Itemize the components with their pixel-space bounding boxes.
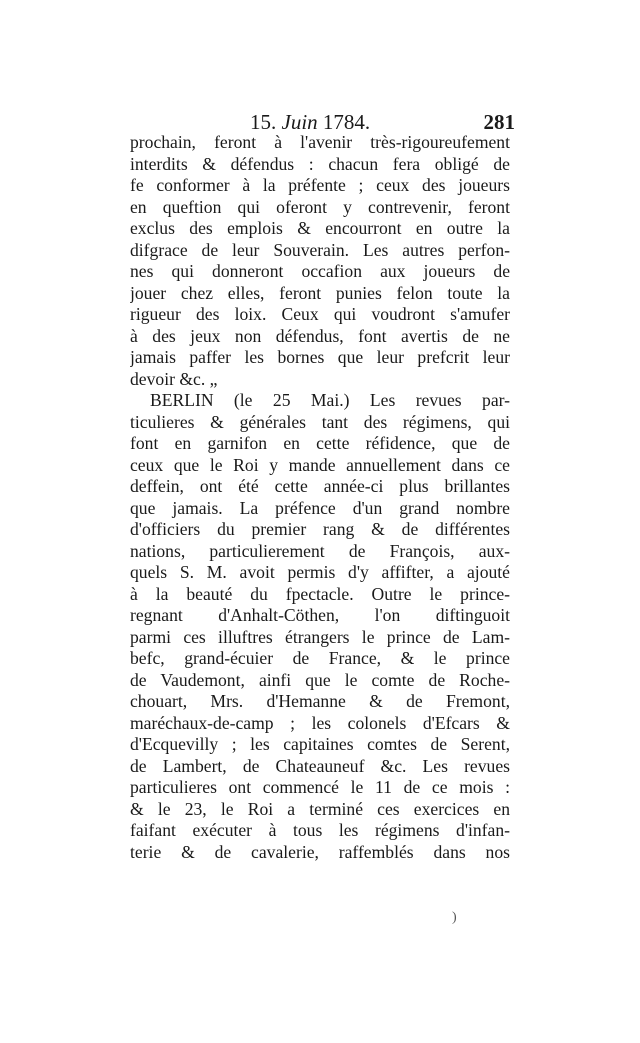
text-line: terie & de cavalerie, raffemblés dans nos [130,841,510,862]
text-line: jamais paffer les bornes que leur prefcrit leur [130,347,510,367]
body-text [130,132,510,863]
text-line: fe conformer à la préfente ; ceux des joueurs [130,175,510,195]
text-line: font en garnifon en cette réfidence, que de [130,433,510,453]
text-line: à la beauté du fpectacle. Outre le prince- [130,583,510,604]
text-line: interdits & défendus : chacun fera obligé de [130,153,510,174]
text-line: ticulieres & générales tant des régimens, qui [130,411,510,432]
text-line: parmi ces illuftres étrangers le prince de Lam- [130,626,510,647]
printer-mark: ) [452,910,457,925]
text-line: rigueur des loix. Ceux qui voudront s'amufer [130,304,510,324]
text-line: que jamais. La préfence d'un grand nombre [130,497,510,518]
text-line: devoir &c. „ [130,368,218,389]
text-line: maréchaux-de-camp ; les colonels d'Efcars & [130,712,510,733]
text-line: nations, particulierement de François, aux- [130,540,510,561]
text-line: exclus des emplois & encourront en outre la [130,218,510,238]
text-line: ceux que le Roi y mande annuellement dans ce [130,454,510,475]
text-line: regnant d'Anhalt-Cöthen, l'on diftinguoit [130,605,510,625]
running-head-day: 15. [250,110,282,134]
text-line: d'officiers du premier rang & de différentes [130,519,510,539]
text-line: en queftion qui oferont y contrevenir, feront [130,196,510,217]
text-line: befc, grand-écuier de France, & le prince [130,648,510,668]
running-head-year: 1784. [317,110,371,134]
text-line: particulieres ont commencé le 11 de ce mois : [130,777,510,797]
text-line: quels S. M. avoit permis d'y affifter, a ajouté [130,562,510,582]
text-line: difgrace de leur Souverain. Les autres perfon- [130,239,510,260]
text-line: & le 23, le Roi a terminé ces exercices en [130,798,510,819]
text-line: jouer chez elles, feront punies felon toute la [130,282,510,303]
text-line: nes qui donneront occafion aux joueurs de [130,261,510,281]
text-line: chouart, Mrs. d'Hemanne & de Fremont, [130,691,510,711]
page-number: 281 [483,110,515,134]
text-line: deffein, ont été cette année-ci plus brillantes [130,476,510,496]
paragraph-start-berlin: BERLIN (le 25 Mai.) Les revues par- [150,390,510,410]
text-line: de Lambert, de Chateauneuf &c. Les revues [130,755,510,776]
text-line: de Vaudemont, ainfi que le comte de Roche- [130,669,510,690]
text-line: à des jeux non défendus, font avertis de ne [130,325,510,346]
text-line: d'Ecquevilly ; les capitaines comtes de Serent, [130,734,510,754]
text-line: prochain, feront à l'avenir très-rigoureufement [130,132,510,152]
text-line: faifant exécuter à tous les régimens d'infan- [130,820,510,840]
running-head-month: Juin [281,110,318,134]
